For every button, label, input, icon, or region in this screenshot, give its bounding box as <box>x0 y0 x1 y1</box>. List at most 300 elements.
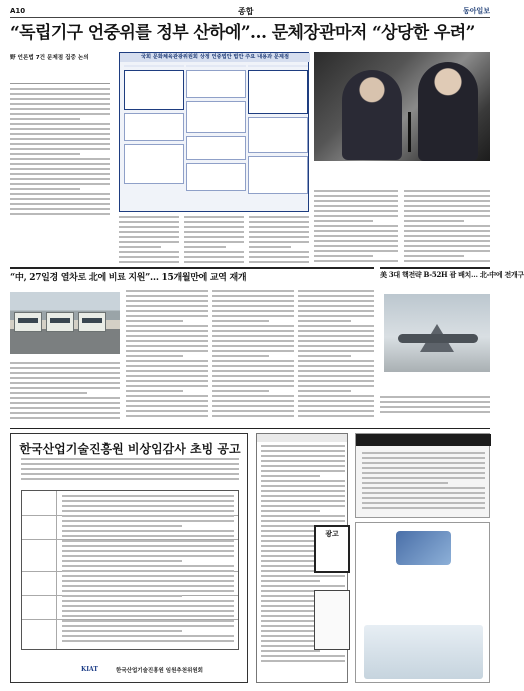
text-line <box>298 410 374 412</box>
text-line <box>212 400 294 402</box>
text-line <box>212 390 269 392</box>
info-col-3 <box>248 65 308 197</box>
text-line <box>10 178 110 180</box>
text-line <box>10 168 110 170</box>
text-line <box>119 221 179 223</box>
train-photo <box>10 292 120 354</box>
article2-headline: “中, 27일경 열차로 北에 비료 지원”… 15개월만에 교역 재개 <box>10 273 247 283</box>
text-line <box>119 246 161 248</box>
text-line <box>126 395 208 397</box>
text-line <box>10 203 110 205</box>
text-line <box>126 415 208 417</box>
subhead-1: 野 언론법 7건 문제점 집중 논의 <box>10 55 89 61</box>
text-line <box>212 375 294 377</box>
text-line <box>184 216 244 218</box>
text-line <box>261 475 320 477</box>
text-line <box>212 305 294 307</box>
info-col-caption <box>186 65 246 67</box>
text-line <box>261 660 345 662</box>
text-line <box>10 98 110 100</box>
text-line <box>62 625 234 627</box>
text-line <box>298 305 374 307</box>
text-line <box>10 198 110 200</box>
text-line <box>10 372 120 374</box>
text-line <box>314 220 373 222</box>
text-line <box>10 113 110 115</box>
text-line <box>10 188 80 190</box>
text-line <box>261 455 345 457</box>
text-line <box>298 395 374 397</box>
text-line <box>249 256 309 258</box>
text-line <box>380 411 490 413</box>
text-line <box>184 246 226 248</box>
text-line <box>298 295 374 297</box>
text-line <box>212 370 294 372</box>
text-line <box>62 525 182 527</box>
main-body-col-5 <box>314 190 398 266</box>
section-rule <box>10 267 374 269</box>
text-line <box>126 375 208 377</box>
text-line <box>10 392 87 394</box>
page-header <box>10 6 490 18</box>
text-line <box>314 245 398 247</box>
info-cell <box>248 117 308 153</box>
text-line <box>362 467 485 469</box>
text-line <box>298 340 374 342</box>
text-line <box>249 246 291 248</box>
text-line <box>212 415 294 417</box>
kiat-committee-label: 임원추천위원회 <box>165 668 203 674</box>
main-body-col-3 <box>184 216 244 266</box>
text-line <box>10 103 110 105</box>
small-ad-box <box>314 525 350 573</box>
text-line <box>298 290 374 292</box>
text-line <box>126 350 208 352</box>
text-line <box>10 387 120 389</box>
text-line <box>184 261 244 263</box>
text-line <box>404 245 490 247</box>
text-line <box>10 108 110 110</box>
text-line <box>249 241 309 243</box>
text-line <box>10 382 120 384</box>
text-line <box>298 335 374 337</box>
train-car <box>78 312 106 332</box>
info-cell <box>124 70 184 110</box>
small-ad-label: 광고 <box>325 529 339 538</box>
text-line <box>62 595 182 597</box>
text-line <box>126 330 208 332</box>
text-line <box>126 295 208 297</box>
text-line <box>126 305 208 307</box>
text-line <box>298 345 374 347</box>
text-line <box>126 410 208 412</box>
right-ad-image <box>396 531 451 565</box>
recruit-ad-title: 한국산업기술진흥원 비상임감사 초빙 공고 <box>19 442 241 456</box>
text-line <box>10 163 110 165</box>
text-line <box>212 360 294 362</box>
text-line <box>10 148 110 150</box>
text-line <box>314 230 398 232</box>
main-body-col-6 <box>404 190 490 266</box>
main-headline: “독립기구 언중위를 정부 산하에”… 문체장관마저 “상당한 우려” <box>10 23 475 43</box>
text-line <box>62 545 234 547</box>
text-line <box>10 377 120 379</box>
text-line <box>212 350 294 352</box>
text-line <box>21 468 239 470</box>
text-line <box>212 325 294 327</box>
text-line <box>10 153 80 155</box>
text-line <box>126 405 208 407</box>
text-line <box>184 251 244 253</box>
text-line <box>62 610 234 612</box>
bomber-fuselage <box>398 334 478 343</box>
text-line <box>62 515 234 517</box>
text-line <box>62 615 234 617</box>
photo-microphone <box>408 112 411 152</box>
article2-body-col-4 <box>298 290 374 424</box>
text-line <box>298 375 374 377</box>
text-line <box>62 630 182 632</box>
text-line <box>62 620 234 622</box>
text-line <box>314 215 398 217</box>
text-line <box>62 495 234 497</box>
text-line <box>212 355 269 357</box>
kiat-org-label: 한국산업기술진흥원 <box>116 668 164 674</box>
text-line <box>298 310 374 312</box>
text-line <box>314 225 398 227</box>
text-line <box>62 575 234 577</box>
text-line <box>212 295 294 297</box>
text-line <box>126 345 208 347</box>
text-line <box>62 530 234 532</box>
top-right-ad-text <box>362 452 485 514</box>
text-line <box>298 370 374 372</box>
text-line <box>404 195 490 197</box>
text-line <box>298 365 374 367</box>
info-cell <box>248 156 308 194</box>
text-line <box>21 463 239 465</box>
text-line <box>62 590 234 592</box>
text-line <box>249 216 309 218</box>
text-line <box>62 580 234 582</box>
text-line <box>10 133 110 135</box>
text-line <box>261 505 345 507</box>
text-line <box>62 555 234 557</box>
text-line <box>298 315 374 317</box>
text-line <box>249 231 309 233</box>
notice-ad-header <box>257 434 347 442</box>
text-line <box>261 580 320 582</box>
text-line <box>404 200 490 202</box>
text-line <box>62 560 182 562</box>
recruit-ad-table <box>21 490 239 650</box>
text-line <box>212 330 294 332</box>
info-col-2 <box>186 65 246 194</box>
right-ad-photo <box>364 625 483 679</box>
text-line <box>249 226 309 228</box>
text-line <box>314 235 398 237</box>
text-line <box>10 208 110 210</box>
text-line <box>10 213 110 215</box>
text-line <box>404 205 490 207</box>
text-line <box>314 240 398 242</box>
text-line <box>184 256 244 258</box>
text-line <box>362 492 485 494</box>
text-line <box>298 330 374 332</box>
text-line <box>261 515 345 517</box>
text-line <box>119 251 179 253</box>
text-line <box>298 360 374 362</box>
text-line <box>314 255 373 257</box>
text-line <box>184 226 244 228</box>
news-photo <box>314 52 490 161</box>
text-line <box>362 482 448 484</box>
text-line <box>298 385 374 387</box>
text-line <box>62 535 234 537</box>
text-line <box>404 190 490 192</box>
text-line <box>404 240 490 242</box>
text-line <box>261 490 345 492</box>
info-cell <box>186 136 246 160</box>
kiat-logo: KIAT <box>81 666 98 673</box>
text-line <box>21 473 239 475</box>
text-line <box>62 640 234 642</box>
text-line <box>126 380 208 382</box>
text-line <box>362 477 485 479</box>
text-line <box>298 300 374 302</box>
article2-body-col-3 <box>212 290 294 424</box>
text-line <box>404 235 490 237</box>
text-line <box>212 310 294 312</box>
text-line <box>261 520 345 522</box>
text-line <box>126 355 183 357</box>
text-line <box>62 605 234 607</box>
text-line <box>126 315 208 317</box>
text-line <box>212 395 294 397</box>
text-line <box>362 462 485 464</box>
text-line <box>404 220 464 222</box>
text-line <box>126 385 208 387</box>
text-line <box>10 362 120 364</box>
text-line <box>212 335 294 337</box>
text-line <box>314 210 398 212</box>
text-line <box>119 216 179 218</box>
article2-body-col-2 <box>126 290 208 424</box>
text-line <box>261 485 345 487</box>
text-line <box>212 340 294 342</box>
article3-body-col-2 <box>380 396 490 416</box>
info-col-1 <box>124 65 184 187</box>
info-cell <box>186 163 246 191</box>
text-line <box>298 325 374 327</box>
text-line <box>126 370 208 372</box>
text-line <box>261 450 345 452</box>
right-ad <box>355 522 490 683</box>
text-line <box>212 365 294 367</box>
text-line <box>126 400 208 402</box>
text-line <box>10 397 120 399</box>
text-line <box>62 550 234 552</box>
text-line <box>362 502 485 504</box>
text-line <box>298 400 374 402</box>
text-line <box>126 320 183 322</box>
train-car <box>14 312 42 332</box>
newspaper-logo: 동아일보 <box>462 6 490 15</box>
text-line <box>404 215 490 217</box>
text-line <box>212 290 294 292</box>
text-line <box>362 487 485 489</box>
text-line <box>362 457 485 459</box>
text-line <box>261 615 320 617</box>
text-line <box>298 405 374 407</box>
text-line <box>10 193 110 195</box>
text-line <box>261 575 345 577</box>
text-line <box>314 200 398 202</box>
text-line <box>404 255 464 257</box>
text-line <box>261 585 345 587</box>
recruit-ad <box>10 433 248 683</box>
photo-person-1 <box>342 70 402 160</box>
text-line <box>62 510 234 512</box>
text-line <box>62 500 234 502</box>
text-line <box>404 260 490 262</box>
text-line <box>298 390 351 392</box>
text-line <box>119 261 179 263</box>
photo-person-2 <box>418 62 478 161</box>
text-line <box>10 173 110 175</box>
text-line <box>126 300 208 302</box>
text-line <box>10 158 110 160</box>
info-col-caption <box>124 65 184 67</box>
text-line <box>62 520 234 522</box>
text-line <box>404 210 490 212</box>
text-line <box>62 585 234 587</box>
info-cell <box>186 101 246 133</box>
text-line <box>126 360 208 362</box>
text-line <box>261 445 345 447</box>
text-line <box>362 452 485 454</box>
info-cell <box>186 70 246 98</box>
main-body-col-4 <box>249 216 309 266</box>
text-line <box>10 123 110 125</box>
text-line <box>261 545 320 547</box>
law-info-box <box>119 52 309 212</box>
table-text <box>62 495 234 645</box>
info-box-title: 국회 문화체육관광위원회 상정 언중법안 법안 주요 내용과 문제점 <box>120 53 310 62</box>
text-line <box>62 565 234 567</box>
text-line <box>126 390 183 392</box>
text-line <box>21 458 239 460</box>
text-line <box>314 205 398 207</box>
text-line <box>184 241 244 243</box>
text-line <box>404 230 490 232</box>
text-line <box>10 143 110 145</box>
text-line <box>119 226 179 228</box>
text-line <box>380 401 490 403</box>
text-line <box>119 241 179 243</box>
text-line <box>249 261 309 263</box>
main-body-col-1 <box>10 88 110 218</box>
text-line <box>261 460 345 462</box>
text-line <box>10 407 120 409</box>
text-line <box>212 345 294 347</box>
text-line <box>212 405 294 407</box>
text-line <box>119 236 179 238</box>
text-line <box>404 250 490 252</box>
text-line <box>184 221 244 223</box>
text-line <box>362 507 485 509</box>
text-line <box>314 190 398 192</box>
text-line <box>10 367 120 369</box>
text-line <box>298 355 351 357</box>
text-line <box>184 236 244 238</box>
text-line <box>212 315 294 317</box>
text-line <box>261 650 320 652</box>
bomber-photo <box>384 294 490 372</box>
text-line <box>62 505 234 507</box>
section-name: 종합 <box>238 7 254 16</box>
text-line <box>314 260 398 262</box>
info-col-caption <box>248 65 308 67</box>
text-line <box>21 478 239 480</box>
top-right-ad <box>355 433 490 518</box>
text-line <box>261 500 345 502</box>
text-line <box>126 325 208 327</box>
info-cell <box>124 113 184 141</box>
text-line <box>10 128 110 130</box>
text-line <box>249 221 309 223</box>
top-right-ad-strip <box>356 434 491 446</box>
article3-headline: 美 3대 핵전략 B-52H 괌 배치… 北-中에 전개구 <box>380 270 524 279</box>
text-line <box>212 380 294 382</box>
kiat-org-name <box>116 666 203 674</box>
text-line <box>249 236 309 238</box>
text-line <box>10 402 120 404</box>
text-line <box>261 495 345 497</box>
text-line <box>126 365 208 367</box>
text-line <box>404 225 490 227</box>
text-line <box>298 350 374 352</box>
train-car <box>46 312 74 332</box>
text-line <box>298 415 374 417</box>
text-line <box>298 380 374 382</box>
text-line <box>119 231 179 233</box>
text-line <box>119 256 179 258</box>
text-line <box>10 118 80 120</box>
text-line <box>10 417 120 419</box>
text-line <box>261 480 345 482</box>
text-line <box>126 340 208 342</box>
text-line <box>212 300 294 302</box>
text-line <box>62 570 234 572</box>
text-line <box>261 510 320 512</box>
text-line <box>314 250 398 252</box>
info-cell <box>124 144 184 184</box>
main-body-col-2 <box>119 216 179 266</box>
text-line <box>126 290 208 292</box>
text-line <box>261 470 345 472</box>
divider <box>10 83 110 84</box>
text-line <box>212 320 269 322</box>
text-line <box>10 183 110 185</box>
main-subheads <box>10 55 110 66</box>
text-line <box>212 410 294 412</box>
ad-rule <box>10 428 490 429</box>
page-number: A10 <box>10 7 26 15</box>
text-line <box>10 412 120 414</box>
text-line <box>249 251 309 253</box>
text-line <box>126 335 208 337</box>
